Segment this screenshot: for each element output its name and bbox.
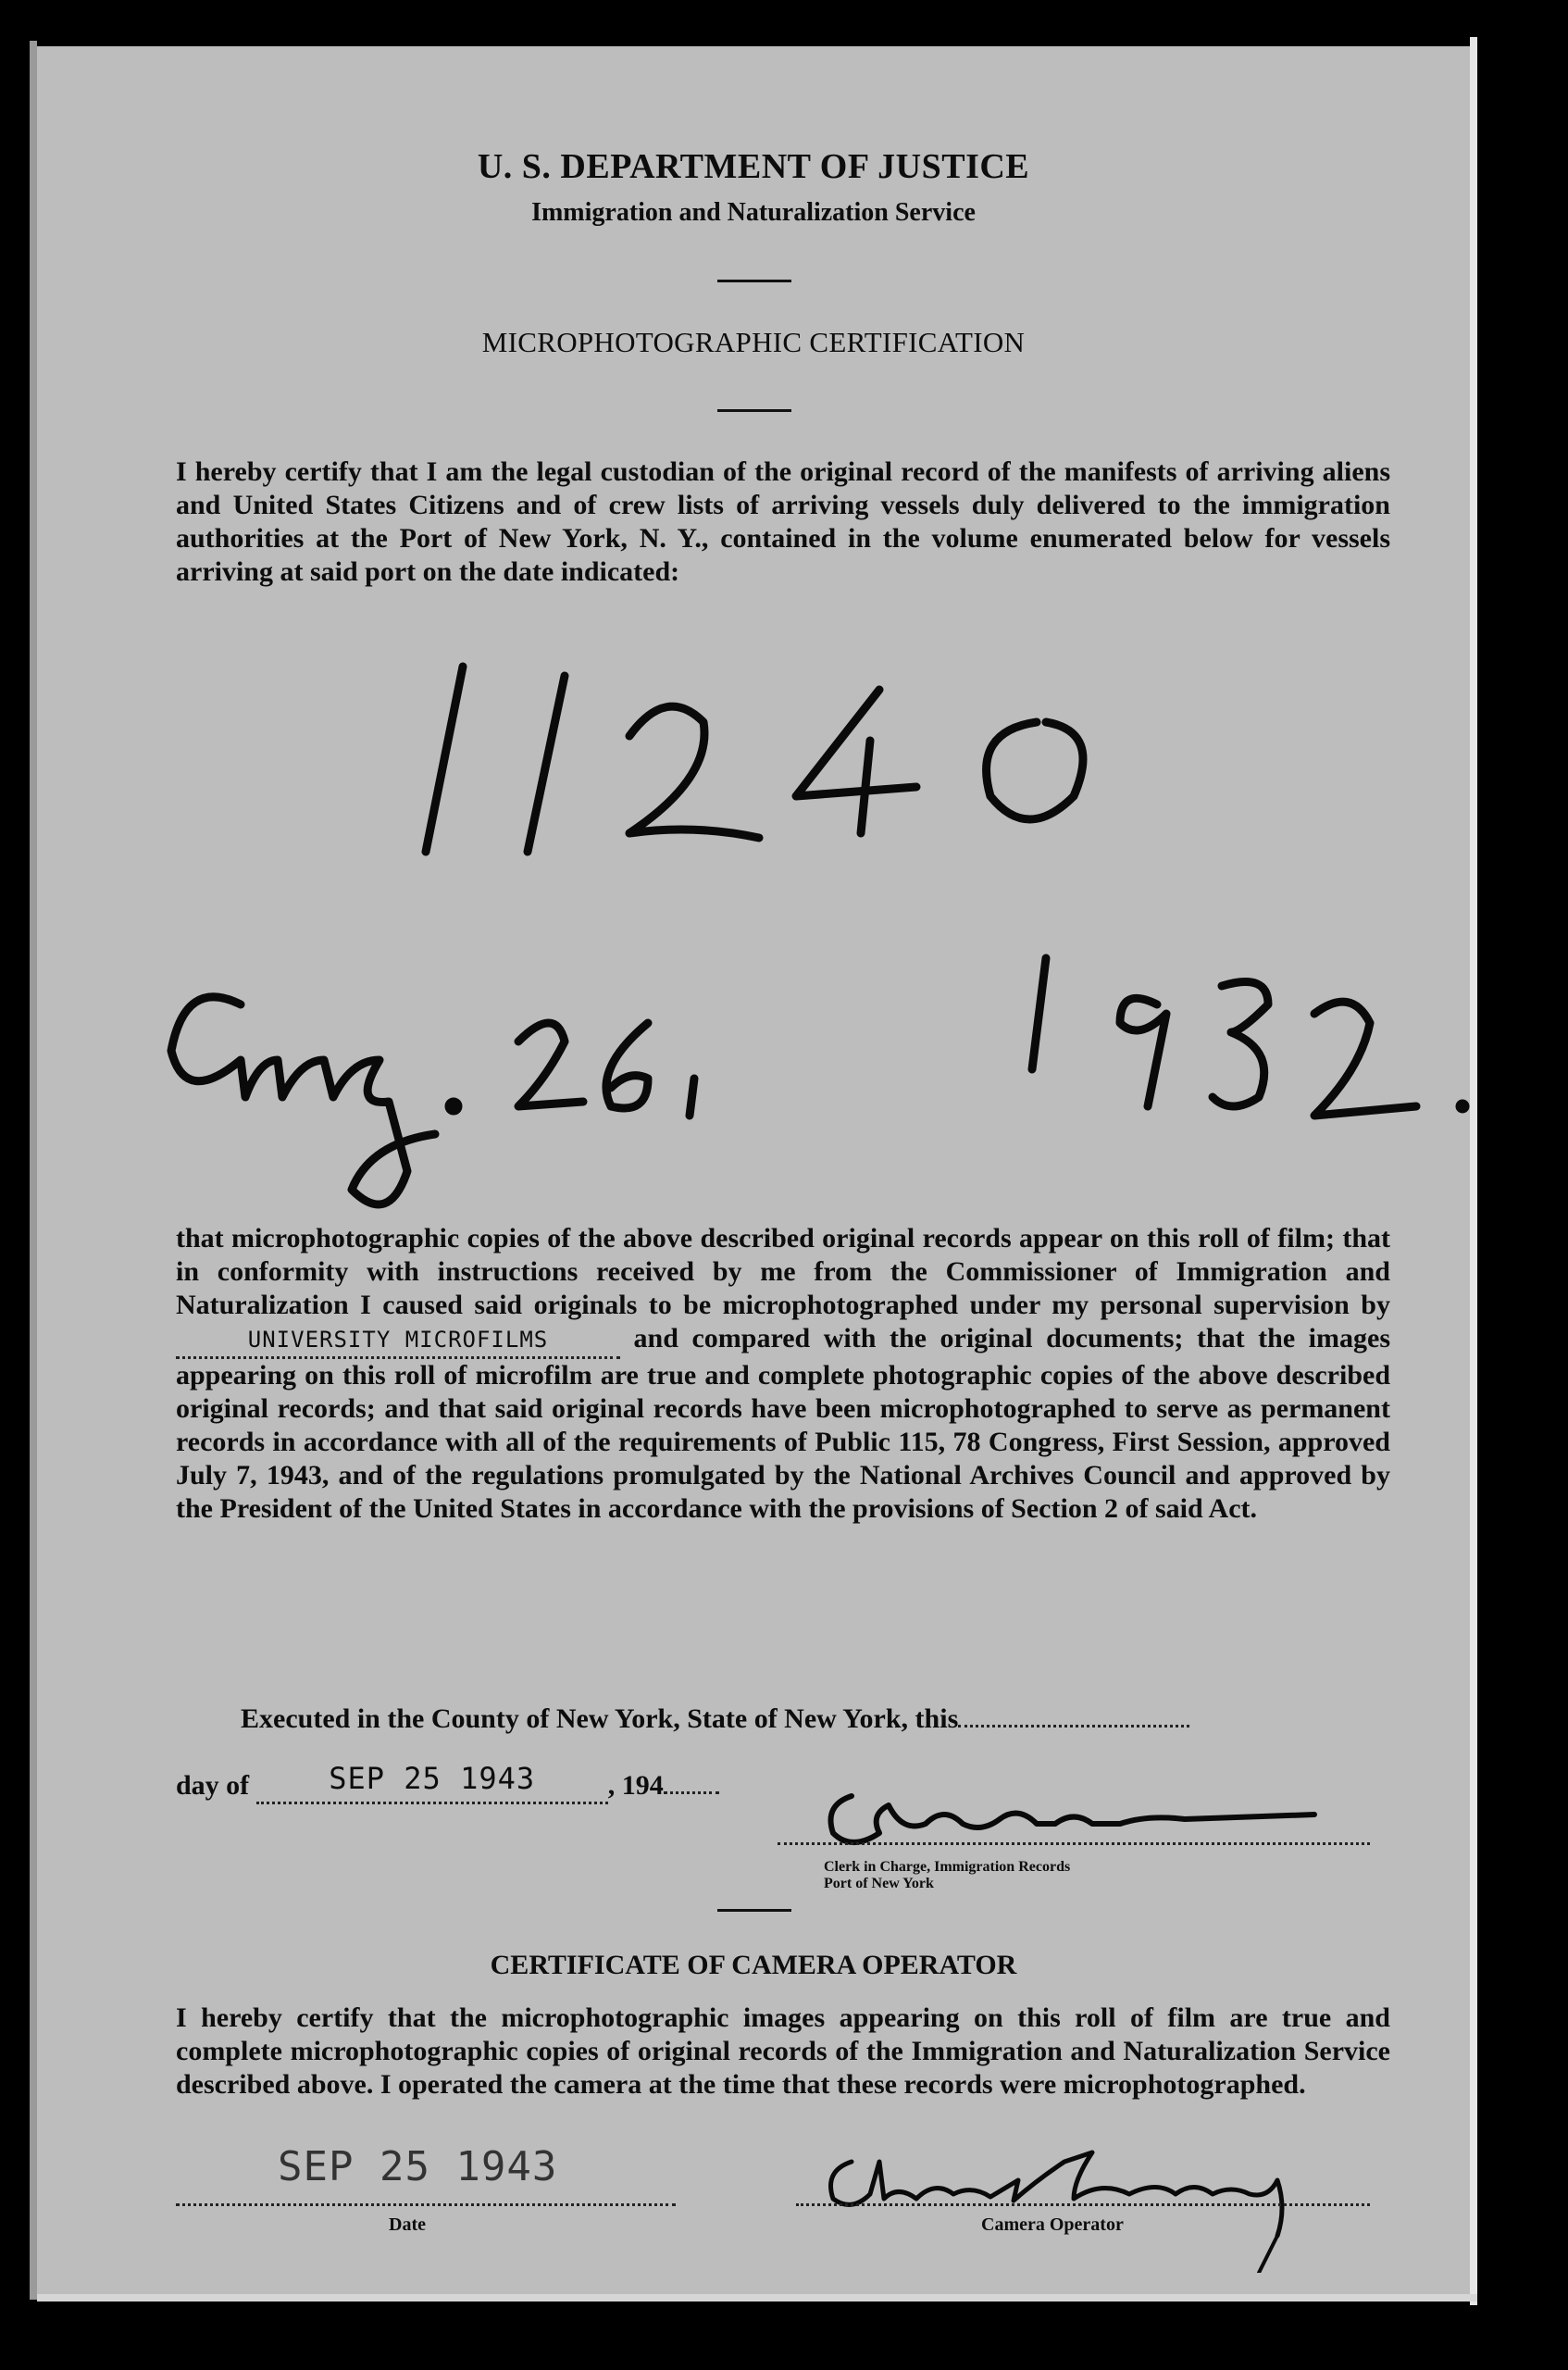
divider-rule <box>717 409 791 412</box>
film-edge-right <box>1470 37 1477 2305</box>
photographer-field <box>176 1322 620 1359</box>
clerk-port: Port of New York <box>824 1876 934 1891</box>
certification-body <box>176 1222 1390 1526</box>
executed-text: Executed in the County of New York, State of New York, this <box>241 1703 959 1734</box>
clerk-title: Clerk in Charge, Immigration Records <box>824 1859 1071 1875</box>
clerk-signature-drawing <box>815 1768 1351 1861</box>
camera-operator-label: Camera Operator <box>981 2214 1124 2235</box>
camera-date-line <box>176 2203 676 2206</box>
camera-certificate-text: I hereby certify that the microphotographic images appearing on this roll of film are true and complete microphotographic copies of original records of the Immigration and Naturalization Service described above. I operated the camera at the time that these records were microphotographed. <box>176 2002 1390 2100</box>
operator-signature-drawing <box>796 2143 1370 2273</box>
clerk-signature <box>815 1768 1351 1861</box>
intro-paragraph: I hereby certify that I am the legal custodian of the original record of the manifests of arriving aliens and United States Citizens and of crew lists of arriving vessels duly delivered to the immigration authorities at the Port of New York, N. Y., contained in the volume enumerated below for vessels arriving at said port on the date indicated: <box>176 456 1390 587</box>
photographer-stamp: UNIVERSITY MICROFILMS <box>247 1327 549 1353</box>
handwritten-volume-number-drawing <box>398 648 1231 889</box>
operator-signature-line <box>796 2203 1370 2206</box>
service-subheading: Immigration and Naturalization Service <box>531 198 976 227</box>
camera-date-label: Date <box>389 2214 426 2235</box>
year-suffix: , 194 <box>607 1770 664 1801</box>
film-edge-bottom <box>37 2294 1477 2301</box>
handwritten-volume-number <box>398 648 1231 889</box>
year-field <box>664 1791 719 1794</box>
day-of-line <box>176 1761 719 1804</box>
certification-title: MICROPHOTOGRAPHIC CERTIFICATION <box>481 326 1026 358</box>
body-part2: and compared with the original documents; that the images appearing on this roll of microfilm are true and complete photographic copies of the above described original records; and that said original records have been microphotographed to serve as permanent records in accordance with all of the requirements of Public 115, 78 Congress, First Session, approved July 7, 1943, and of the regulations promulgated by the National Archives Council and approved by the President of the United States in accordance with the provisions of Section 2 of said Act. <box>176 1323 1390 1524</box>
day-of-label: day of <box>176 1770 250 1801</box>
certificate-page <box>37 46 1470 2296</box>
camera-certificate-title: CERTIFICATE OF CAMERA OPERATOR <box>490 1950 1017 1980</box>
department-heading: U. S. DEPARTMENT OF JUSTICE <box>477 147 1030 186</box>
clerk-signature-line <box>778 1842 1370 1845</box>
divider-rule <box>717 1909 791 1912</box>
date-stamp: SEP 25 1943 <box>329 1761 536 1796</box>
camera-date-stamp: SEP 25 1943 <box>278 2143 558 2190</box>
operator-signature <box>796 2143 1370 2273</box>
handwritten-date <box>130 921 1425 1217</box>
divider-rule <box>717 280 791 282</box>
handwritten-date-drawing <box>130 921 1425 1217</box>
day-of-field <box>256 1761 608 1804</box>
body-part1: that microphotographic copies of the above described original records appear on this roll of film; that in conformity with instructions received by me from the Commissioner of Immigration and Naturalization I caused said originals to be microphotographed under my personal supervision by <box>176 1223 1390 1320</box>
executed-line <box>241 1703 1398 1735</box>
executed-day-field <box>958 1725 1189 1728</box>
film-edge-left <box>30 41 37 2300</box>
